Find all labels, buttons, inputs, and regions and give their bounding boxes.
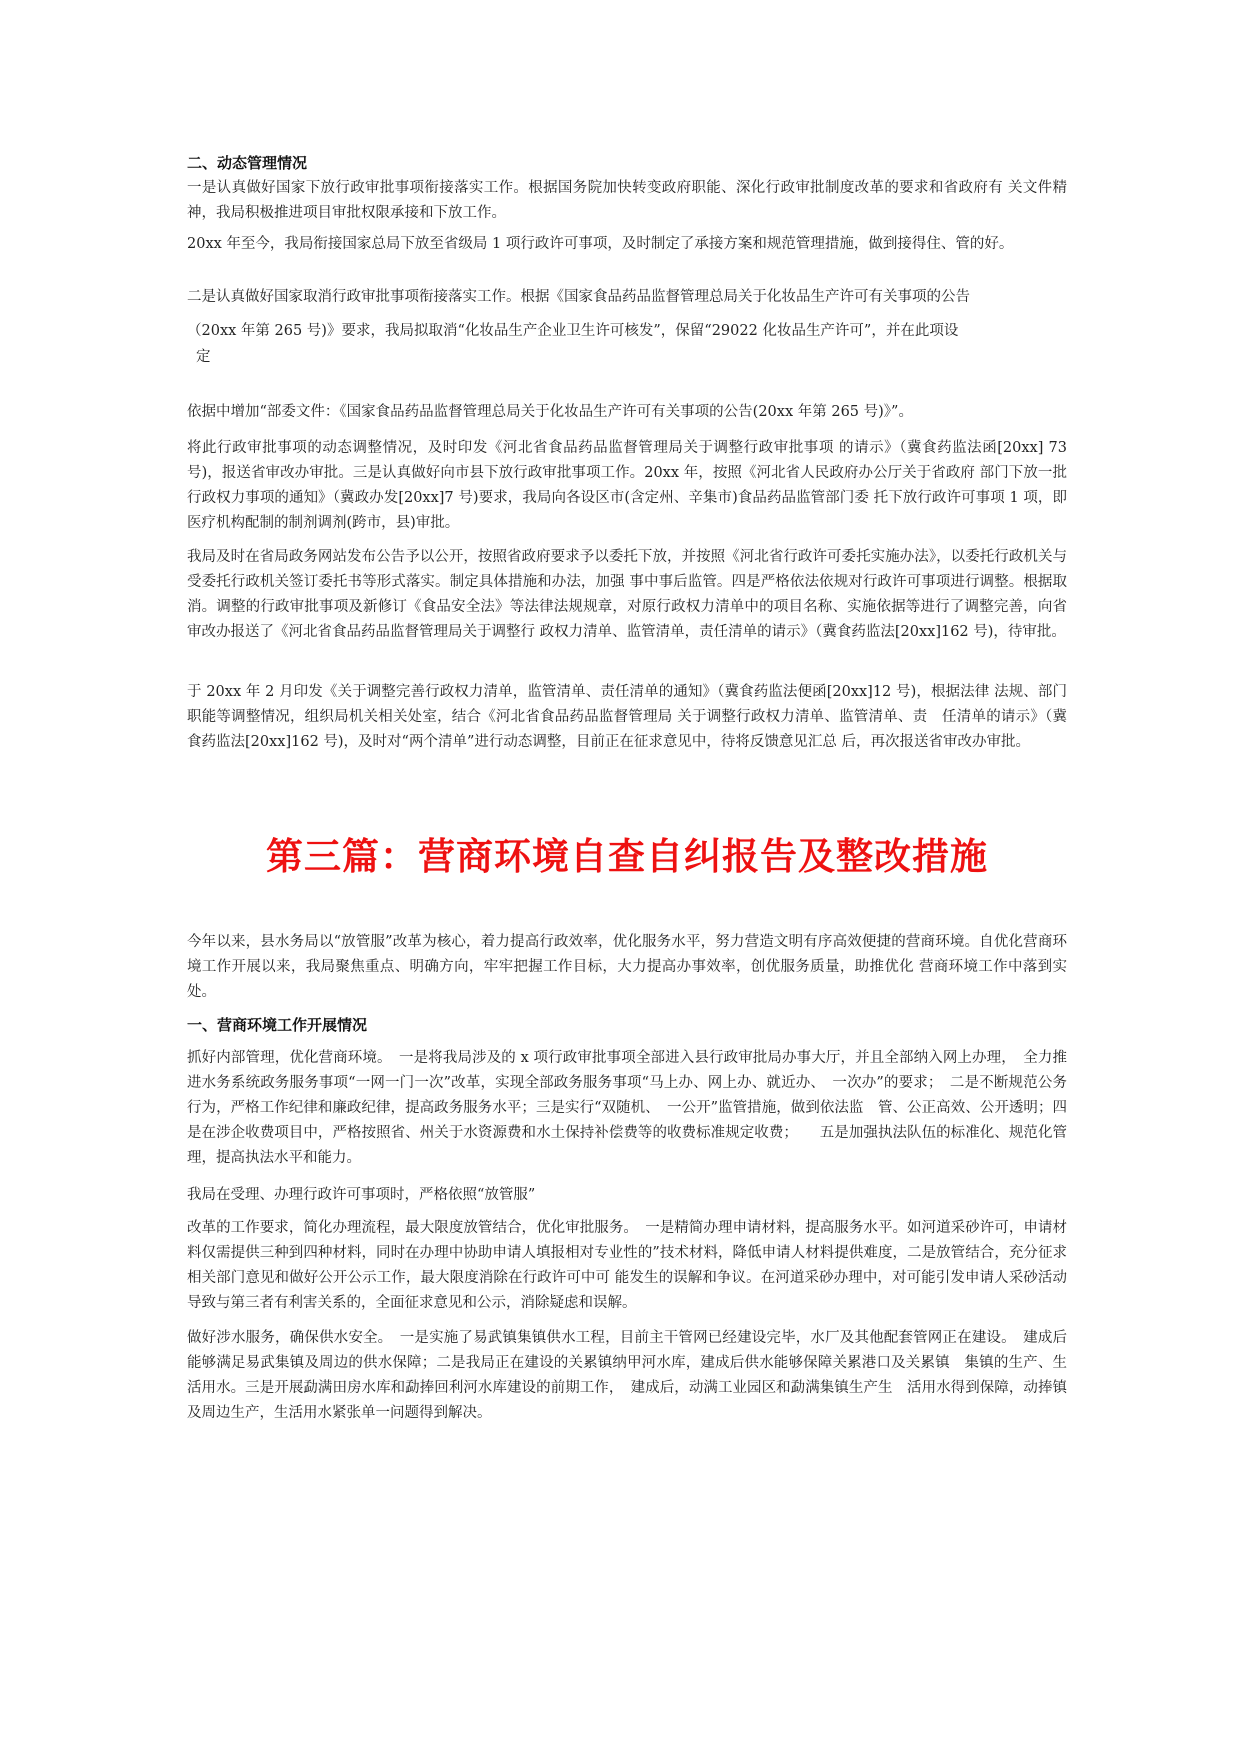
paragraph-2: 20xx 年至今，我局衔接国家总局下放至省级局 1 项行政许可事项，及时制定了承接方案和规范管理措施，做到接得住、管的好。 [187,236,1014,252]
paragraph-6: 依据中增加“部委文件：《国家食品药品监督管理总局关于化妆品生产许可有关事项的公告(20xx 年第 265 号)》”。 [187,404,913,420]
intro-paragraph: 今年以来，县水务局以“放管服”改革为核心，着力提高行政效率，优化服务水平，努力营造文明有序高效便捷的营商环境。自优化营商环境工作开展以来，我局聚焦重点、明确方向，牢牢把握工作目标，大力提高办事效率，创优服务质量，助推优化 营商环境工作中落到实处。 [187,934,1067,1000]
part-title: 第三篇：营商环境自查自纠报告及整改措施 [266,834,988,878]
paragraph-11: 我局在受理、办理行政许可事项时，严格依照“放管服” [187,1187,536,1203]
paragraph-10: 抓好内部管理，优化营商环境。 一是将我局涉及的 x 项行政审批事项全部进入县行政审批局办事大厅，并且全部纳入网上办理， 全力推进水务系统政务服务事项“一网一门一次”改革，实现全部政务服务事项“马上办、网上办、就近办、 一次办”的要求； 二是不断规范公务行为，严格工作纪律和廉政纪律，提高政务服务水平；三是实行“双随机、 一公开”监管措施，做到依法监 管、公正高效、公开透明；四是在涉企收费项目中，严格按照省、州关于水资源费和水土保持补偿费等的收费标准规定收费； 五是加强执法队伍的标准化、规范化管理，提高执法水平和能力。 [187,1050,1067,1166]
paragraph-1: 一是认真做好国家下放行政审批事项衔接落实工作。根据国务院加快转变政府职能、深化行政审批制度改革的要求和省政府有 关文件精神，我局积极推进项目审批权限承接和下放工作。 [187,180,1067,221]
paragraph-12: 改革的工作要求，简化办理流程，最大限度放管结合，优化审批服务。 一是精简办理申请材料，提高服务水平。如河道采砂许可，申请材料仅需提供三种到四种材料，同时在办理中协助申请人填报相对专业性的”技术材料，降低申请人材料提供难度，二是放管结合，充分征求相关部门意见和做好公开公示工作，最大限度消除在行政许可中可 能发生的误解和争议。在河道采砂办理中，对可能引发申请人采砂活动导致与第三者有利害关系的，全面征求意见和公示，消除疑虑和误解。 [187,1220,1067,1311]
paragraph-9: 于 20xx 年 2 月印发《关于调整完善行政权力清单，监管清单、责任清单的通知》（冀食药监法便函[20xx]12 号)，根据法律 法规、部门职能等调整情况，组织局机关相关处室，结合《河北省食品药品监督管理局 关于调整行政权力清单、监管清单、责 任清单的请示》（冀食药监法[20xx]162 号)，及时对“两个清单”进行动态调整，目前正在征求意见中，待将反馈意见汇总 后，再次报送省审改办审批。 [187,684,1067,750]
paragraph-7: 将此行政审批事项的动态调整情况，及时印发《河北省食品药品监督管理局关于调整行政审批事项 的请示》（冀食药监法函[20xx] 73 号)，报送省审改办审批。三是认真做好向市县下放行政审批事项工作。20xx 年，按照《河北省人民政府办公厅关于省政府 部门下放一批行政权力事项的通知》（冀政办发[20xx]7 号)要求，我局向各设区市(含定州、辛集市)食品药品监管部门委 托下放行政许可事项 1 项，即医疗机构配制的制剂调剂(跨市，县)审批。 [187,440,1067,531]
paragraph-3: 二是认真做好国家取消行政审批事项衔接落实工作。根据《国家食品药品监督管理总局关于化妆品生产许可有关事项的公告 [187,289,970,305]
paragraph-5: 定 [196,349,211,365]
paragraph-4: （20xx 年第 265 号)》要求，我局拟取消“化妆品生产企业卫生许可核发”，保留“29022 化妆品生产许可”，并在此项设 [187,323,959,339]
paragraph-13: 做好涉水服务，确保供水安全。 一是实施了易武镇集镇供水工程，目前主干管网已经建设完毕，水厂及其他配套管网正在建设。 建成后能够满足易武集镇及周边的供水保障；二是我局正在建设的关累镇纳甲河水库，建成后供水能够保障关累港口及关累镇 集镇的生产、生活用水。三是开展勐满田房水库和勐捧回利河水库建设的前期工作， 建成后，动满工业园区和勐满集镇生产生 活用水得到保障，动捧镇及周边生产，生活用水紧张单一问题得到解决。 [187,1330,1067,1421]
section-heading-dynamic-management: 二、动态管理情况 [187,154,308,172]
paragraph-8: 我局及时在省局政务网站发布公告予以公开，按照省政府要求予以委托下放，并按照《河北省行政许可委托实施办法》，以委托行政机关与受委托行政机关签订委托书等形式落实。制定具体措施和办法，加强 事中事后监管。四是严格依法依规对行政许可事项进行调整。根据取消。调整的行政审批事项及新修订《食品安全法》等法律法规规章，对原行政权力清单中的项目名称、实施依据等进行了调整完善，向省审改办报送了《河北省食品药品监督管理局关于调整行 政权力清单、监管清单，责任清单的请示》（冀食药监法[20xx]162 号)，待审批。 [187,549,1067,640]
section-heading-business-environment: 一、营商环境工作开展情况 [187,1016,368,1034]
